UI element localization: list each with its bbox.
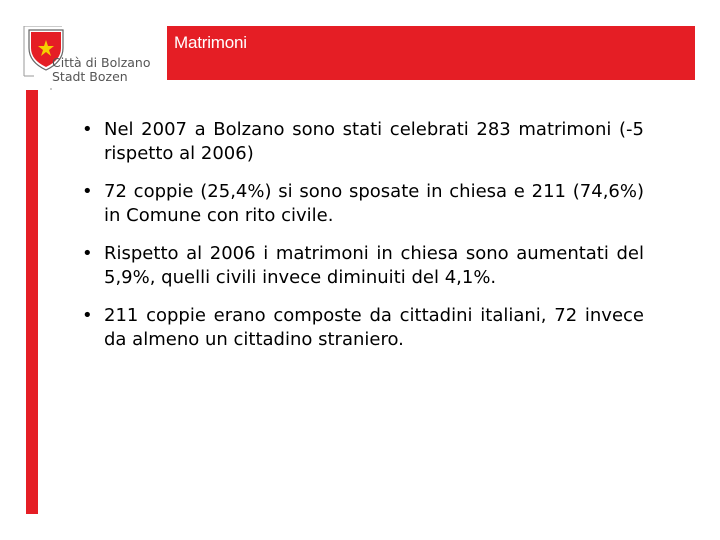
- title-bar: [167, 26, 695, 80]
- bullet-marker: •: [82, 243, 93, 264]
- logo-line-stadt: Stadt Bozen: [52, 69, 128, 84]
- bullet-item-2: [80, 180, 644, 228]
- city-logo: [22, 26, 162, 90]
- bullet-item-1: [80, 118, 644, 166]
- bullet-text: 72 coppie (25,4%) si sono sposate in chiesa e 211 (74,6%) in Comune con rito civile.: [104, 181, 644, 226]
- bullet-marker: •: [82, 119, 93, 140]
- logo-line-city: Città di Bolzano: [52, 55, 151, 70]
- logo-wordmark: [52, 56, 151, 84]
- bullet-marker: •: [82, 181, 93, 202]
- bullet-marker: •: [82, 305, 93, 326]
- side-accent-bar: [26, 90, 38, 514]
- bullet-text: Rispetto al 2006 i matrimoni in chiesa sono aumentati del 5,9%, quelli civili invece diminuiti del 4,1%.: [104, 243, 644, 288]
- bullet-item-4: [80, 304, 644, 352]
- bullet-item-3: [80, 242, 644, 290]
- bullet-text: Nel 2007 a Bolzano sono stati celebrati 283 matrimoni (-5 rispetto al 2006): [104, 119, 644, 164]
- bullet-list: [80, 118, 644, 366]
- page-title: Matrimoni: [174, 33, 247, 52]
- bullet-text: 211 coppie erano composte da cittadini italiani, 72 invece da almeno un cittadino straniero.: [104, 305, 644, 350]
